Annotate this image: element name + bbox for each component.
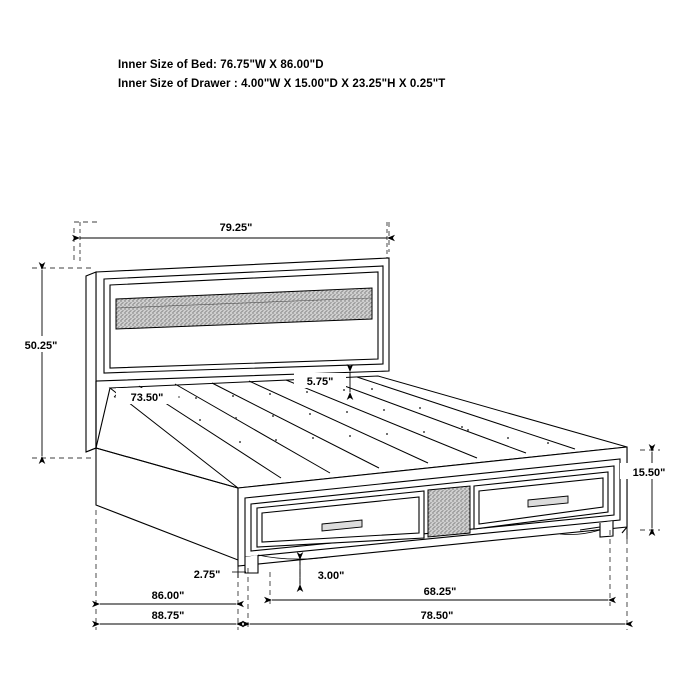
dim-headboard-width: 79.25" [219, 222, 253, 234]
dim-side-offset: 2.75" [193, 569, 221, 581]
inner-size-drawer-line: Inner Size of Drawer : 4.00"W X 15.00"D X 23.25"H X 0.25"T [118, 78, 446, 90]
inner-size-bed-line: Inner Size of Bed: 76.75"W X 86.00"D [118, 59, 324, 71]
dim-foot-clearance: 3.00" [317, 570, 345, 582]
center-glitter-panel [428, 486, 470, 537]
dim-foot-length: 78.50" [420, 610, 454, 622]
dim-mattress-width: 73.50" [130, 392, 164, 404]
dim-inner-length: 86.00" [151, 590, 185, 602]
dim-rail-offset: 5.75" [306, 376, 334, 388]
dim-drawer-span: 68.25" [423, 586, 457, 598]
dim-overall-height: 50.25" [24, 340, 58, 352]
dim-footboard-height: 15.50" [632, 467, 666, 479]
dim-outer-length: 88.75" [151, 610, 185, 622]
